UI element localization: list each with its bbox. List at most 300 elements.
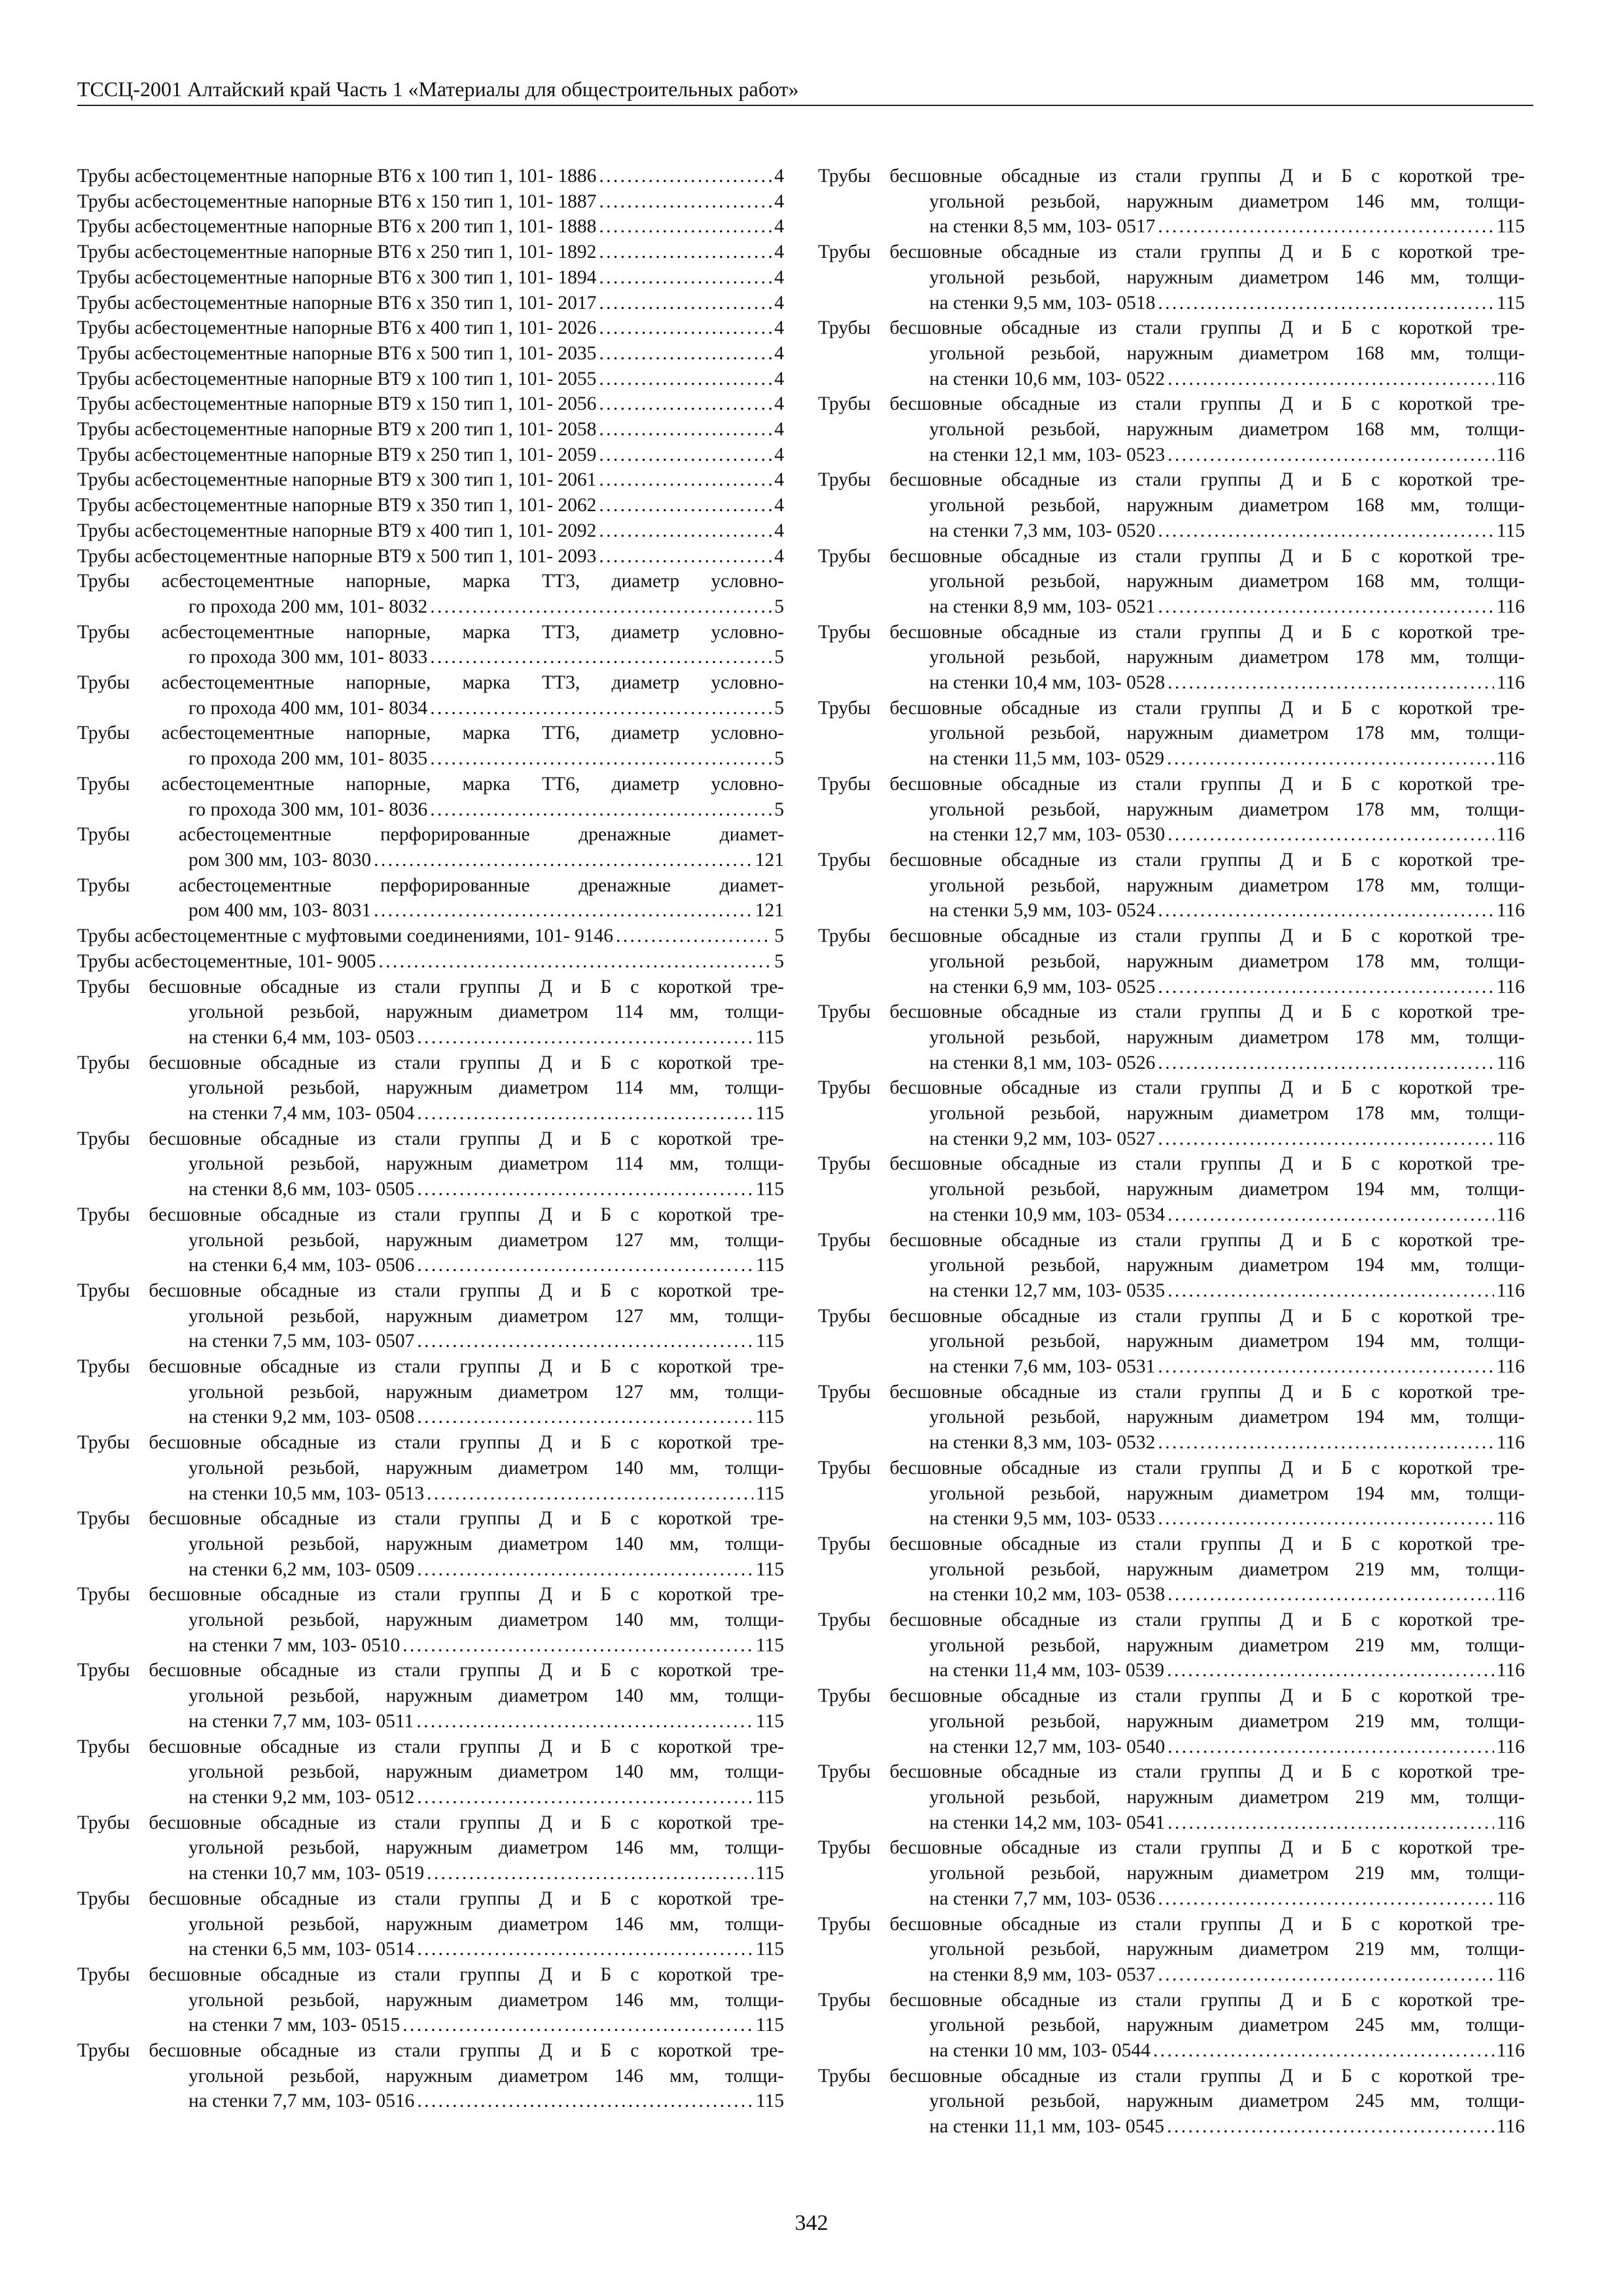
index-entry [818,1075,1525,1151]
entry-text: на стенки 9,5 мм, 103- 0518 [929,292,1156,314]
entry-text: Трубы асбестоцементные, 101- 9005 [77,950,376,972]
entry-text: Трубы бесшовные обсадные из стали группы Д и Б с короткой тре- [818,469,1525,491]
index-entry [818,240,1525,315]
entry-text: Трубы бесшовные обсадные из стали группы Д и Б с короткой тре- [77,1052,784,1073]
entry-text: Трубы асбестоцементные напорные, марка ТТ3, диаметр условно- [77,571,784,592]
dot-leader [430,594,772,620]
dot-leader [430,696,772,721]
index-entry [818,315,1525,391]
entry-text: Трубы бесшовные обсадные из стали группы Д и Б с короткой тре- [818,621,1525,643]
entry-page-ref: 115 [755,1634,784,1656]
dot-leader [417,1101,753,1126]
entry-text: Трубы бесшовные обсадные из стали группы Д и Б с короткой тре- [818,1609,1525,1631]
entry-page-ref: 4 [774,216,784,238]
entry-text: Трубы асбестоцементные напорные, марка ТТ3, диаметр условно- [77,672,784,694]
entry-text: на стенки 5,9 мм, 103- 0524 [929,900,1156,922]
entry-text: на стенки 7,7 мм, 103- 0516 [188,2090,415,2112]
entry-text: Трубы бесшовные обсадные из стали группы Д и Б с короткой тре- [77,1812,784,1833]
entry-text: на стенки 11,1 мм, 103- 0545 [929,2116,1165,2138]
entry-text: угольной резьбой, наружным диаметром 178 мм, толщи- [929,1103,1525,1124]
entry-text: Трубы бесшовные обсадные из стали группы Д и Б с короткой тре- [818,1153,1525,1175]
index-entry [818,1380,1525,1456]
entry-page-ref: 5 [774,925,784,947]
dot-leader [374,898,753,924]
dot-leader [599,544,772,569]
entry-text: на стенки 10,2 мм, 103- 0538 [929,1584,1166,1605]
entry-text: угольной резьбой, наружным диаметром 178 мм, толщи- [929,1026,1525,1048]
entry-text: угольной резьбой, наружным диаметром 194 мм, толщи- [929,1255,1525,1276]
entry-text: Трубы бесшовные обсадные из стали группы Д и Б с короткой тре- [818,545,1525,567]
entry-page-ref: 115 [755,1331,784,1352]
entry-page-ref: 4 [774,495,784,516]
dot-leader [1158,291,1493,316]
dot-leader [427,1481,753,1507]
index-entry [77,391,784,417]
entry-text: ром 400 мм, 103- 8031 [188,900,372,922]
entry-text: на стенки 7,6 мм, 103- 0531 [929,1356,1156,1378]
dot-leader [417,1025,753,1050]
entry-page-ref: 5 [774,647,784,668]
entry-page-ref: 4 [774,444,784,465]
entry-text: угольной резьбой, наружным диаметром 178 мм, толщи- [929,950,1525,972]
entry-page-ref: 116 [1496,824,1525,846]
entry-page-ref: 116 [1496,1432,1525,1454]
entry-page-ref: 116 [1496,1584,1525,1605]
index-entry [77,518,784,544]
entry-text: угольной резьбой, наружным диаметром 140 мм, толщи- [188,1761,784,1783]
index-entry [77,164,784,189]
entry-text: угольной резьбой, наружным диаметром 194 мм, толщи- [929,1482,1525,1504]
entry-text: на стенки 6,4 мм, 103- 0503 [188,1026,415,1048]
entry-text: угольной резьбой, наружным диаметром 194 мм, толщи- [929,1331,1525,1352]
index-entry [818,1228,1525,1304]
entry-text: Трубы бесшовные обсадные из стали группы Д и Б с короткой тре- [77,1204,784,1225]
entry-page-ref: 116 [1496,596,1525,617]
index-entry [77,417,784,442]
entry-text: Трубы асбестоцементные напорные ВТ9 х 200 тип 1, 101- 2058 [77,419,597,440]
entry-text: угольной резьбой, наружным диаметром 178 мм, толщи- [929,798,1525,820]
entry-text: Трубы асбестоцементные напорные ВТ6 х 350 тип 1, 101- 2017 [77,292,597,314]
entry-text: на стенки 8,1 мм, 103- 0526 [929,1052,1156,1073]
entry-text: го прохода 300 мм, 101- 8033 [188,647,428,668]
index-entry [77,1202,784,1278]
entry-text: Трубы бесшовные обсадные из стали группы Д и Б с короткой тре- [818,697,1525,719]
index-entry [818,1532,1525,1607]
entry-text: угольной резьбой, наружным диаметром 219 мм, толщи- [929,1939,1525,1960]
index-entry [77,2038,784,2114]
entry-text: на стенки 7,7 мм, 103- 0511 [188,1710,414,1732]
entry-page-ref: 4 [774,545,784,567]
entry-text: Трубы асбестоцементные напорные ВТ6 х 200 тип 1, 101- 1888 [77,216,597,238]
entry-text: Трубы бесшовные обсадные из стали группы Д и Б с короткой тре- [77,1508,784,1530]
index-column-left [77,164,784,2114]
entry-text: на стенки 6,9 мм, 103- 0525 [929,976,1156,997]
dot-leader [1168,670,1494,696]
entry-text: го прохода 400 мм, 101- 8034 [188,697,428,719]
entry-page-ref: 115 [755,1103,784,1124]
dot-leader [1158,214,1493,240]
entry-text: угольной резьбой, наружным диаметром 219 мм, толщи- [929,1634,1525,1656]
entry-text: угольной резьбой, наружным диаметром 140 мм, толщи- [188,1609,784,1631]
entry-text: угольной резьбой, наружным диаметром 245 мм, толщи- [929,2015,1525,2036]
dot-leader [599,265,772,291]
entry-text: Трубы асбестоцементные напорные ВТ9 х 350 тип 1, 101- 2062 [77,495,597,516]
entry-text: Трубы асбестоцементные напорные ВТ6 х 250 тип 1, 101- 1892 [77,242,597,263]
dot-leader [1168,442,1494,468]
entry-text: угольной резьбой, наружным диаметром 178 мм, толщи- [929,647,1525,668]
entry-page-ref: 5 [774,798,784,820]
entry-text: Трубы бесшовные обсадные из стали группы Д и Б с короткой тре- [77,1584,784,1605]
index-entry [818,1683,1525,1759]
entry-text: на стенки 8,9 мм, 103- 0537 [929,1964,1156,1985]
index-entry [77,569,784,619]
dot-leader [1158,1126,1493,1152]
entry-text: на стенки 7,4 мм, 103- 0504 [188,1103,415,1124]
entry-text: угольной резьбой, наружным диаметром 140 мм, толщи- [188,1533,784,1554]
entry-page-ref: 115 [755,2090,784,2112]
index-entry [77,341,784,367]
dot-leader [417,2089,753,2114]
index-entry [77,315,784,341]
dot-leader [417,1177,753,1202]
dot-leader [1167,2114,1494,2140]
entry-page-ref: 116 [1496,900,1525,922]
index-entry [77,873,784,924]
entry-text: на стенки 11,5 мм, 103- 0529 [929,748,1165,770]
entry-page-ref: 115 [755,1710,784,1732]
entry-page-ref: 116 [1496,2116,1525,2138]
dot-leader [417,1329,753,1354]
dot-leader [417,1253,753,1278]
entry-text: Трубы асбестоцементные напорные, марка ТТ3, диаметр условно- [77,621,784,643]
dot-leader [1168,822,1494,848]
entry-text: Трубы бесшовные обсадные из стали группы Д и Б с короткой тре- [818,1457,1525,1479]
entry-text: на стенки 7,3 мм, 103- 0520 [929,520,1156,541]
entry-text: Трубы асбестоцементные напорные ВТ9 х 300 тип 1, 101- 2061 [77,469,597,491]
index-entry [77,975,784,1050]
index-entry [77,772,784,822]
running-header: ТССЦ-2001 Алтайский край Часть 1 «Материалы для общестроительных работ» [77,76,1533,106]
index-entry [77,544,784,569]
entry-page-ref: 115 [755,1482,784,1504]
entry-text: угольной резьбой, наружным диаметром 114 мм, толщи- [188,1001,784,1023]
entry-text: го прохода 200 мм, 101- 8035 [188,748,428,770]
entry-text: на стенки 9,2 мм, 103- 0508 [188,1407,415,1428]
entry-text: го прохода 200 мм, 101- 8032 [188,596,428,617]
entry-text: Трубы асбестоцементные перфорированные дренажные диамет- [77,874,784,896]
entry-page-ref: 115 [755,1787,784,1808]
entry-page-ref: 5 [774,748,784,770]
entry-text: угольной резьбой, наружным диаметром 114 мм, толщи- [188,1153,784,1175]
index-entry [818,1304,1525,1380]
entry-page-ref: 4 [774,342,784,364]
entry-text: Трубы асбестоцементные напорные, марка ТТ6, диаметр условно- [77,773,784,795]
entry-text: угольной резьбой, наружным диаметром 168 мм, толщи- [929,571,1525,592]
index-entry [818,164,1525,240]
index-entry [77,1658,784,1734]
entry-text: Трубы асбестоцементные напорные ВТ6 х 400 тип 1, 101- 2026 [77,317,597,339]
entry-text: Трубы бесшовные обсадные из стали группы Д и Б с короткой тре- [818,1533,1525,1554]
entry-text: угольной резьбой, наружным диаметром 146 мм, толщи- [188,1837,784,1859]
entry-page-ref: 4 [774,520,784,541]
entry-text: Трубы асбестоцементные перфорированные дренажные диамет- [77,824,784,846]
index-entry [77,214,784,240]
entry-text: Трубы бесшовные обсадные из стали группы Д и Б с короткой тре- [77,1128,784,1149]
page-number: 342 [794,2211,829,2235]
dot-leader [599,442,772,468]
entry-text: Трубы бесшовные обсадные из стали группы Д и Б с короткой тре- [77,1888,784,1909]
dot-leader [1158,1962,1493,1988]
entry-text: Трубы бесшовные обсадные из стали группы Д и Б с короткой тре- [818,242,1525,263]
index-entry [77,1354,784,1430]
entry-text: Трубы асбестоцементные напорные ВТ9 х 150 тип 1, 101- 2056 [77,393,597,415]
entry-text: Трубы бесшовные обсадные из стали группы Д и Б с короткой тре- [818,1989,1525,2011]
index-entry [77,367,784,392]
entry-page-ref: 115 [755,1939,784,1960]
entry-text: угольной резьбой, наружным диаметром 178 мм, толщи- [929,874,1525,896]
index-entry [818,848,1525,924]
entry-text: угольной резьбой, наружным диаметром 140 мм, толщи- [188,1457,784,1479]
entry-text: угольной резьбой, наружным диаметром 140 мм, толщи- [188,1685,784,1707]
entry-text: угольной резьбой, наружным диаметром 127 мм, толщи- [188,1381,784,1403]
index-entry [77,493,784,518]
entry-text: на стенки 8,9 мм, 103- 0521 [929,596,1156,617]
entry-text: Трубы асбестоцементные напорные ВТ9 х 400 тип 1, 101- 2092 [77,520,597,541]
dot-leader [599,493,772,518]
dot-leader [1158,975,1493,1000]
dot-leader [1158,1430,1493,1456]
dot-leader [1168,1582,1494,1607]
index-entry [77,1886,784,1962]
dot-leader [599,518,772,544]
dot-leader [430,645,772,670]
entry-page-ref: 4 [774,166,784,187]
entry-text: угольной резьбой, наружным диаметром 194 мм, толщи- [929,1179,1525,1200]
entry-text: Трубы бесшовные обсадные из стали группы Д и Б с короткой тре- [818,2065,1525,2087]
entry-text: на стенки 7 мм, 103- 0515 [188,2015,401,2036]
entry-text: угольной резьбой, наружным диаметром 194 мм, толщи- [929,1407,1525,1428]
index-entry [77,240,784,265]
dot-leader [427,1861,753,1886]
dot-leader [1158,1506,1493,1532]
entry-page-ref: 4 [774,242,784,263]
index-entry [818,620,1525,696]
entry-page-ref: 116 [1496,672,1525,694]
entry-page-ref: 116 [1496,2040,1525,2062]
entry-page-ref: 116 [1496,748,1525,770]
index-entry [818,999,1525,1075]
entry-text: Трубы асбестоцементные напорные ВТ6 х 100 тип 1, 101- 1886 [77,166,597,187]
entry-page-ref: 116 [1496,1280,1525,1301]
index-entry [77,822,784,872]
entry-text: на стенки 6,5 мм, 103- 0514 [188,1939,415,1960]
entry-text: на стенки 12,1 мм, 103- 0523 [929,444,1166,465]
entry-page-ref: 115 [755,1255,784,1276]
index-entry [818,1912,1525,1988]
dot-leader [402,2013,753,2038]
entry-text: угольной резьбой, наружным диаметром 127 мм, толщи- [188,1305,784,1327]
dot-leader [1168,1810,1494,1836]
index-entry [818,2064,1525,2140]
entry-text: на стенки 8,6 мм, 103- 0505 [188,1179,415,1200]
entry-page-ref: 115 [755,2015,784,2036]
entry-text: Трубы бесшовные обсадные из стали группы Д и Б с короткой тре- [818,166,1525,187]
entry-text: на стенки 10,6 мм, 103- 0522 [929,368,1166,389]
dot-leader [599,315,772,341]
entry-page-ref: 116 [1496,1356,1525,1378]
entry-text: угольной резьбой, наружным диаметром 178 мм, толщи- [929,723,1525,744]
entry-text: на стенки 9,5 мм, 103- 0533 [929,1508,1156,1530]
entry-text: на стенки 12,7 мм, 103- 0530 [929,824,1166,846]
entry-text: на стенки 10 мм, 103- 0544 [929,2040,1151,2062]
entry-text: угольной резьбой, наружным диаметром 245 мм, толщи- [929,2090,1525,2112]
entry-text: Трубы бесшовные обсадные из стали группы Д и Б с короткой тре- [818,1381,1525,1403]
entry-text: угольной резьбой, наружным диаметром 219 мм, толщи- [929,1558,1525,1580]
dot-leader [599,367,772,392]
dot-leader [417,1557,753,1583]
entry-text: на стенки 14,2 мм, 103- 0541 [929,1812,1166,1833]
entry-page-ref: 4 [774,190,784,212]
dot-leader [1168,367,1494,392]
entry-page-ref: 116 [1496,1812,1525,1833]
entry-text: на стенки 10,7 мм, 103- 0519 [188,1863,425,1884]
index-entry [77,291,784,316]
index-column-right [818,164,1525,2140]
dot-leader [1167,746,1494,772]
entry-text: Трубы асбестоцементные напорные ВТ6 х 300 тип 1, 101- 1894 [77,266,597,288]
index-entry [818,1607,1525,1683]
dot-leader [378,949,772,975]
index-entry [77,467,784,493]
dot-leader [1167,1658,1494,1683]
index-entry [77,1810,784,1886]
dot-leader [599,164,772,189]
entry-text: Трубы асбестоцементные с муфтовыми соединениями, 101- 9146 [77,925,614,947]
entry-text: на стенки 9,2 мм, 103- 0512 [188,1787,415,1808]
entry-text: Трубы бесшовные обсадные из стали группы Д и Б с короткой тре- [818,393,1525,415]
entry-page-ref: 4 [774,469,784,491]
dot-leader [402,1633,753,1659]
index-entry [818,1759,1525,1835]
dot-leader [417,1785,753,1810]
entry-text: Трубы бесшовные обсадные из стали группы Д и Б с короткой тре- [77,1964,784,1985]
entry-text: Трубы асбестоцементные напорные ВТ9 х 100 тип 1, 101- 2055 [77,368,597,389]
entry-text: Трубы асбестоцементные напорные ВТ6 х 500 тип 1, 101- 2035 [77,342,597,364]
entry-page-ref: 4 [774,419,784,440]
entry-text: Трубы бесшовные обсадные из стали группы Д и Б с короткой тре- [77,1660,784,1681]
entry-text: Трубы бесшовные обсадные из стали группы Д и Б с короткой тре- [818,1229,1525,1251]
index-entry [818,696,1525,772]
index-entry [77,1430,784,1506]
entry-text: угольной резьбой, наружным диаметром 127 мм, толщи- [188,1229,784,1251]
index-entry [77,1126,784,1202]
index-entry [818,391,1525,467]
entry-text: на стенки 7,7 мм, 103- 0536 [929,1888,1156,1909]
entry-text: на стенки 10,5 мм, 103- 0513 [188,1482,425,1504]
entry-text: угольной резьбой, наружным диаметром 168 мм, толщи- [929,419,1525,440]
entry-text: Трубы бесшовные обсадные из стали группы Д и Б с короткой тре- [77,1736,784,1757]
entry-text: Трубы асбестоцементные напорные ВТ9 х 500 тип 1, 101- 2093 [77,545,597,567]
dot-leader [374,848,753,873]
entry-page-ref: 115 [755,1026,784,1048]
dot-leader [1158,1886,1493,1912]
dot-leader [616,924,772,949]
dot-leader [1158,1050,1493,1076]
index-entry [77,670,784,721]
entry-page-ref: 116 [1496,368,1525,389]
index-entry [77,1962,784,2038]
index-entry [818,544,1525,620]
index-entry [818,1988,1525,2064]
index-entry [818,1456,1525,1532]
dot-leader [599,391,772,417]
entry-page-ref: 5 [774,950,784,972]
index-entry [77,1506,784,1582]
dot-leader [430,746,772,772]
entry-text: Трубы бесшовные обсадные из стали группы Д и Б с короткой тре- [818,1761,1525,1783]
index-entry [818,467,1525,543]
entry-text: Трубы бесшовные обсадные из стали группы Д и Б с короткой тре- [818,1077,1525,1099]
index-entry [77,924,784,949]
entry-page-ref: 4 [774,368,784,389]
entry-page-ref: 116 [1496,976,1525,997]
entry-text: Трубы бесшовные обсадные из стали группы Д и Б с короткой тре- [77,976,784,997]
entry-page-ref: 116 [1496,1508,1525,1530]
entry-text: Трубы асбестоцементные напорные ВТ6 х 150 тип 1, 101- 1887 [77,190,597,212]
dot-leader [1158,898,1493,924]
entry-text: Трубы бесшовные обсадные из стали группы Д и Б с короткой тре- [818,773,1525,795]
entry-text: на стенки 8,3 мм, 103- 0532 [929,1432,1156,1454]
entry-page-ref: 4 [774,393,784,415]
entry-text: Трубы бесшовные обсадные из стали группы Д и Б с короткой тре- [818,1001,1525,1023]
index-entry [818,772,1525,848]
entry-text: го прохода 300 мм, 101- 8036 [188,798,428,820]
entry-text: Трубы бесшовные обсадные из стали группы Д и Б с короткой тре- [818,1837,1525,1859]
entry-page-ref: 5 [774,697,784,719]
index-entry [77,721,784,771]
entry-page-ref: 116 [1496,1204,1525,1225]
index-entry [818,1835,1525,1911]
entry-page-ref: 115 [1496,292,1525,314]
dot-leader [599,467,772,493]
dot-leader [1158,594,1493,620]
entry-page-ref: 121 [755,900,784,922]
dot-leader [1168,1202,1494,1228]
dot-leader [599,417,772,442]
entry-text: на стенки 11,4 мм, 103- 0539 [929,1660,1165,1681]
entry-page-ref: 121 [755,849,784,870]
index-entry [77,189,784,215]
entry-text: на стенки 7,5 мм, 103- 0507 [188,1331,415,1352]
entry-text: угольной резьбой, наружным диаметром 219 мм, толщи- [929,1710,1525,1732]
dot-leader [599,240,772,265]
entry-text: угольной резьбой, наружным диаметром 114 мм, толщи- [188,1077,784,1099]
entry-text: угольной резьбой, наружным диаметром 146 мм, толщи- [188,1989,784,2011]
entry-page-ref: 4 [774,292,784,314]
index-entry [77,1050,784,1126]
dot-leader [417,1937,753,1962]
entry-text: на стенки 12,7 мм, 103- 0535 [929,1280,1166,1301]
entry-page-ref: 116 [1496,1052,1525,1073]
entry-text: угольной резьбой, наружным диаметром 219 мм, толщи- [929,1863,1525,1884]
dot-leader [599,291,772,316]
entry-text: угольной резьбой, наружным диаметром 146 мм, толщи- [188,1913,784,1935]
entry-page-ref: 116 [1496,1964,1525,1985]
entry-text: на стенки 9,2 мм, 103- 0527 [929,1128,1156,1149]
index-entry [818,1151,1525,1227]
dot-leader [1158,1354,1493,1380]
entry-text: на стенки 7 мм, 103- 0510 [188,1634,401,1656]
